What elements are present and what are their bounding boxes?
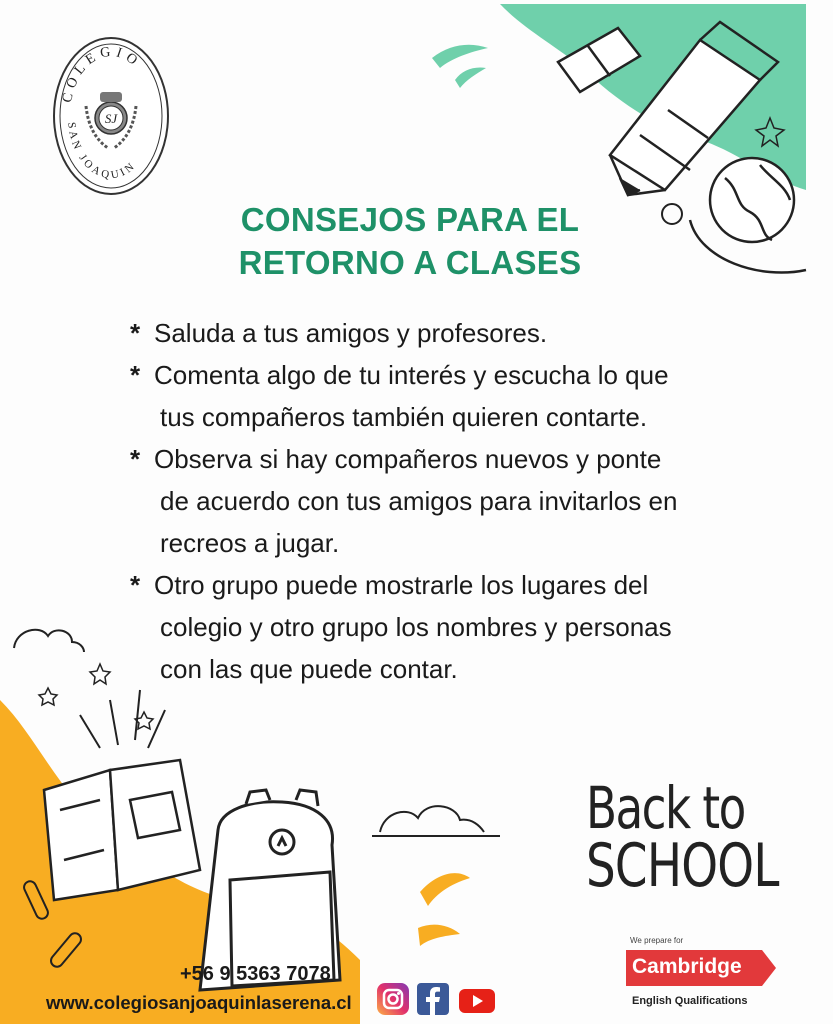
school-crest-icon bbox=[52, 36, 170, 196]
tip-text-line: tus compañeros también quieren contarte. bbox=[160, 402, 648, 432]
tip-text-line: colegio y otro grupo los nombres y personas bbox=[160, 612, 672, 642]
instagram-icon[interactable] bbox=[376, 982, 410, 1016]
list-item bbox=[130, 312, 790, 354]
tip-text-line: Observa si hay compañeros nuevos y ponte bbox=[154, 444, 662, 474]
back-to-school-line: Back to bbox=[586, 774, 745, 842]
phone-number: +56 9 5363 7078 bbox=[180, 963, 331, 985]
back-to-school-line: SCHOOL bbox=[586, 831, 779, 901]
cambridge-subtitle: English Qualifications bbox=[632, 995, 748, 1007]
tips-list bbox=[130, 312, 790, 690]
crest-top-text: COLEGIO bbox=[59, 44, 144, 105]
bullet-marker: * bbox=[130, 570, 141, 600]
list-item bbox=[130, 438, 790, 564]
tip-text-line: Comenta algo de tu interés y escucha lo que bbox=[154, 360, 669, 390]
cambridge-prefix: We prepare for bbox=[630, 936, 684, 945]
crest-bottom-text: SAN JOAQUIN bbox=[65, 121, 139, 182]
cloud-icon-2 bbox=[372, 806, 500, 836]
back-to-school-heading bbox=[586, 774, 779, 901]
tip-text-line: Otro grupo puede mostrarle los lugares del bbox=[154, 570, 649, 600]
list-item bbox=[130, 564, 790, 690]
list-item bbox=[130, 354, 790, 438]
tip-text-line: con las que puede contar. bbox=[160, 654, 458, 684]
tip-text-line: de acuerdo con tus amigos para invitarlos en bbox=[160, 486, 678, 516]
cambridge-name: Cambridge bbox=[632, 955, 742, 978]
cloud-icon bbox=[14, 630, 84, 652]
tip-text-line: recreos a jugar. bbox=[160, 528, 340, 558]
backpack-icon bbox=[200, 790, 340, 990]
youtube-icon[interactable] bbox=[458, 988, 496, 1014]
bullet-marker: * bbox=[130, 360, 141, 390]
mint-splash-icon bbox=[432, 45, 488, 68]
title-line: RETORNO A CLASES bbox=[238, 244, 582, 281]
bullet-marker: * bbox=[130, 318, 141, 348]
website-link[interactable]: www.colegiosanjoaquinlaserena.cl bbox=[46, 992, 352, 1013]
page-title bbox=[150, 198, 670, 284]
crest-monogram: SJ bbox=[104, 111, 118, 126]
bullet-marker: * bbox=[130, 444, 141, 474]
facebook-icon[interactable] bbox=[416, 982, 450, 1016]
title-line: CONSEJOS PARA EL bbox=[240, 201, 580, 238]
tip-text-line: Saluda a tus amigos y profesores. bbox=[154, 318, 548, 348]
